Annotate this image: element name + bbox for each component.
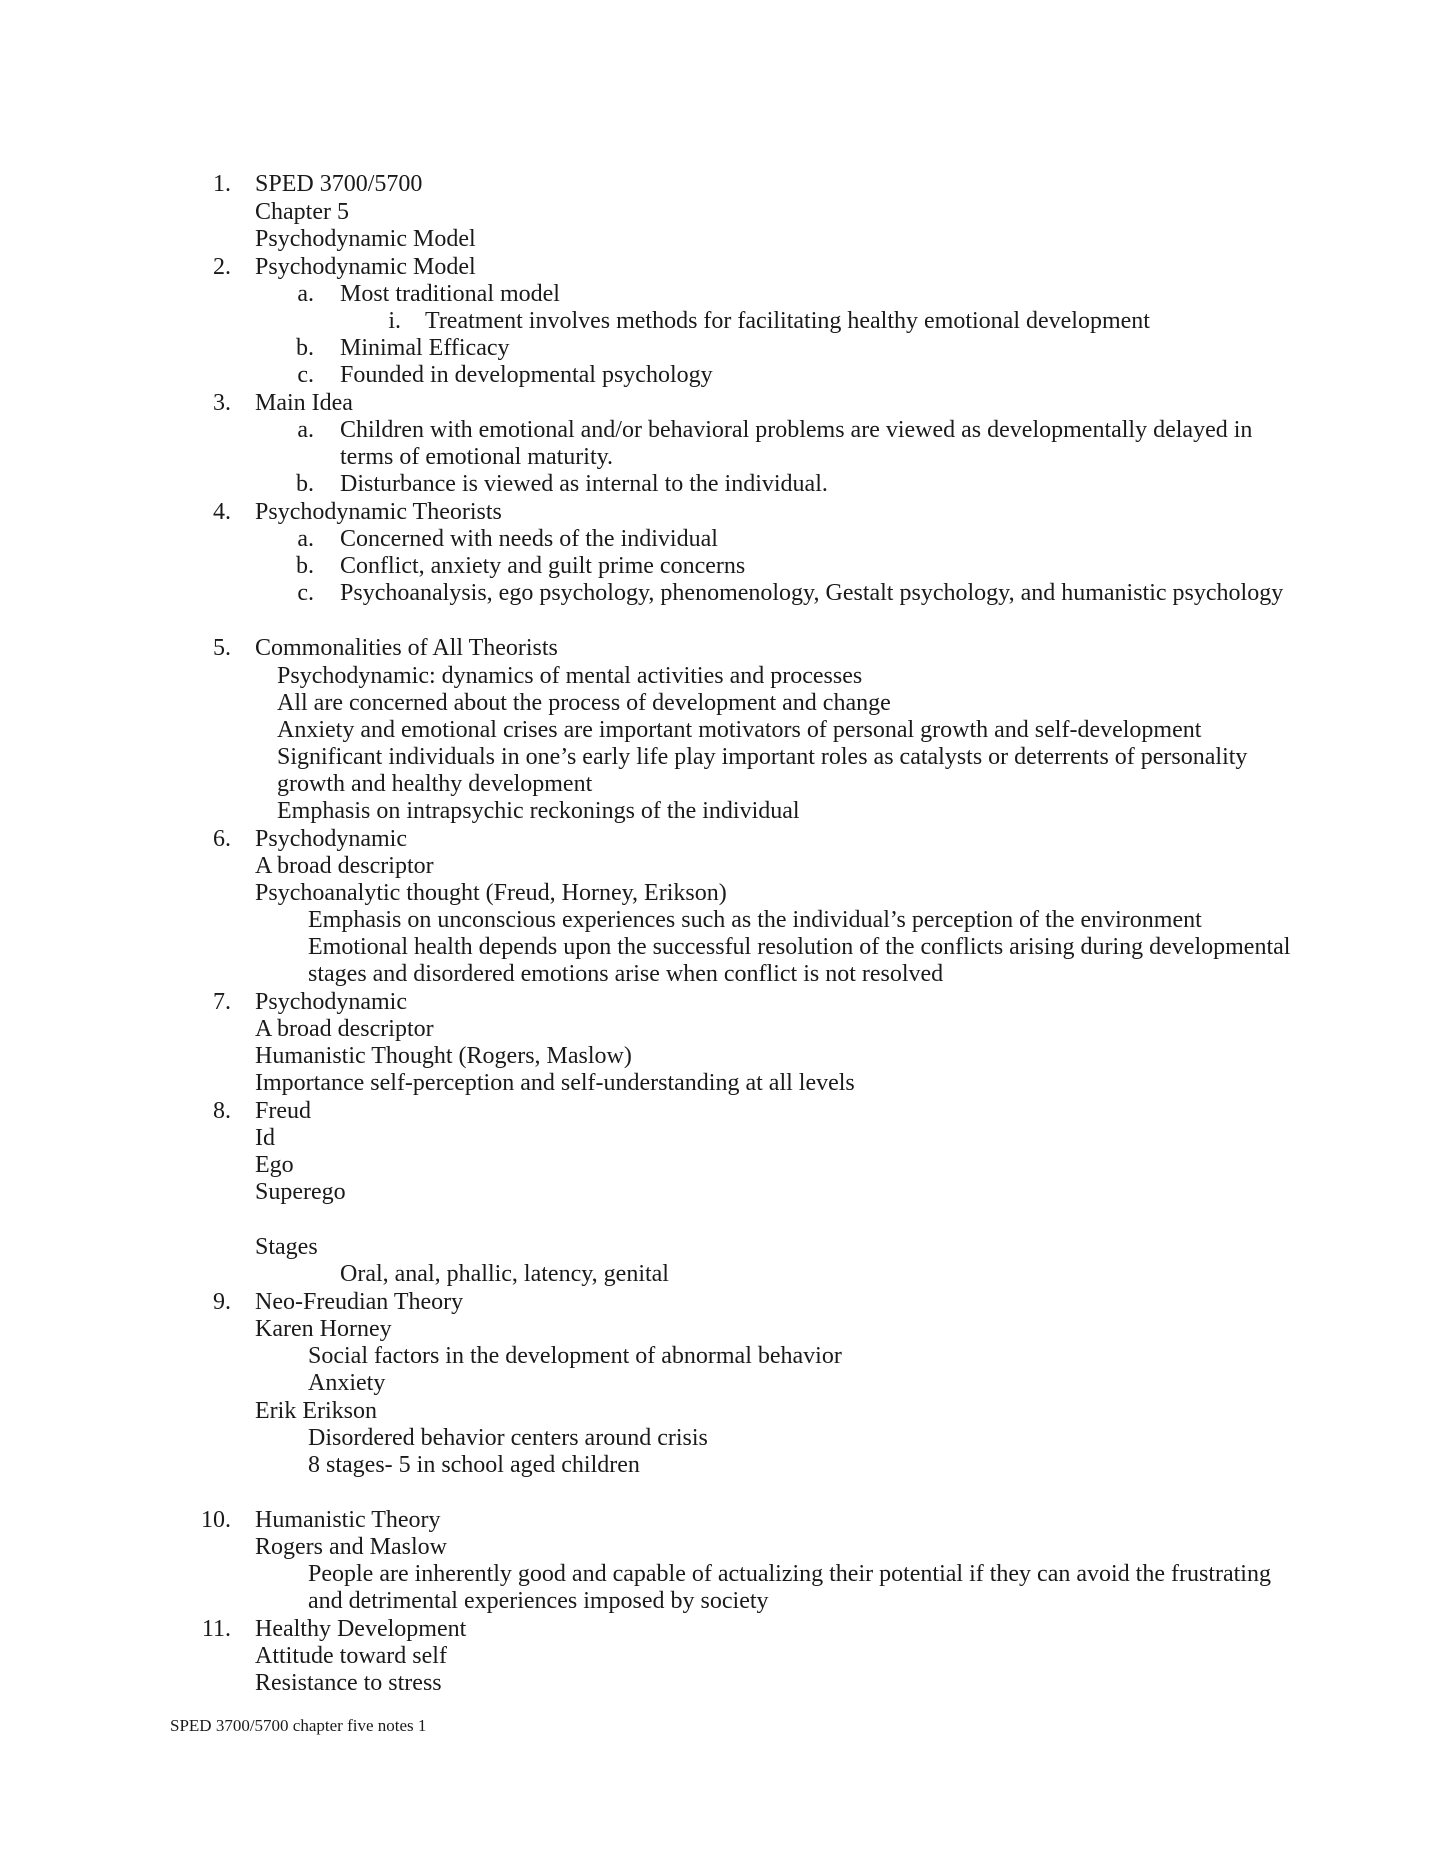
outline-line: Humanistic Thought (Rogers, Maslow)	[255, 1043, 632, 1069]
list-marker: 6.	[213, 826, 231, 852]
outline-line: Chapter 5	[255, 199, 349, 225]
outline-line: SPED 3700/5700	[255, 171, 423, 197]
list-marker: 9.	[213, 1289, 231, 1315]
list-marker: b.	[296, 553, 314, 579]
outline-line: Neo-Freudian Theory	[255, 1289, 464, 1315]
outline-line: People are inherently good and capable of actualizing their potential if they can avoid the frustrating	[308, 1561, 1271, 1587]
outline-line: Founded in developmental psychology	[340, 362, 713, 388]
list-marker: a.	[297, 281, 314, 307]
outline-line: A broad descriptor	[255, 1016, 434, 1042]
list-marker: 8.	[213, 1098, 231, 1124]
outline-line: Main Idea	[255, 390, 353, 416]
list-marker: b.	[296, 335, 314, 361]
list-marker: 2.	[213, 254, 231, 280]
outline-line: Psychodynamic: dynamics of mental activities and processes	[277, 663, 863, 689]
outline-line: Social factors in the development of abnormal behavior	[308, 1343, 842, 1369]
outline-line: Karen Horney	[255, 1316, 392, 1342]
outline-line: Id	[255, 1125, 275, 1151]
outline-line: Resistance to stress	[255, 1670, 442, 1696]
outline-line: Emphasis on intrapsychic reckonings of the individual	[277, 798, 800, 824]
outline-line: Significant individuals in one’s early life play important roles as catalysts or deterrents of personality	[277, 744, 1248, 770]
list-marker: 1.	[213, 171, 231, 197]
outline-line: All are concerned about the process of development and change	[277, 690, 891, 716]
outline-line: Freud	[255, 1098, 311, 1124]
outline-line: Psychodynamic Model	[255, 254, 476, 280]
outline-line: Psychodynamic	[255, 989, 407, 1015]
list-marker: a.	[297, 417, 314, 443]
outline-line: Importance self-perception and self-understanding at all levels	[255, 1070, 855, 1096]
outline-line: Most traditional model	[340, 281, 560, 307]
list-marker: c.	[297, 580, 314, 606]
outline-line: Minimal Efficacy	[340, 335, 510, 361]
list-marker: 11.	[201, 1616, 231, 1642]
list-marker: 4.	[213, 499, 231, 525]
outline-line: Healthy Development	[255, 1616, 467, 1642]
list-marker: 5.	[213, 635, 231, 661]
outline-line: Disordered behavior centers around crisis	[308, 1425, 708, 1451]
outline-line: Concerned with needs of the individual	[340, 526, 718, 552]
outline-line: Rogers and Maslow	[255, 1534, 447, 1560]
outline-line: Psychodynamic Theorists	[255, 499, 502, 525]
list-marker: 3.	[213, 390, 231, 416]
outline-line: A broad descriptor	[255, 853, 434, 879]
outline-line: Emphasis on unconscious experiences such as the individual’s perception of the environment	[308, 907, 1202, 933]
outline-line: Psychodynamic Model	[255, 226, 476, 252]
outline-line: Attitude toward self	[255, 1643, 447, 1669]
list-marker: b.	[296, 471, 314, 497]
outline-line: Superego	[255, 1179, 346, 1205]
outline-line: Stages	[255, 1234, 318, 1260]
outline-line: Oral, anal, phallic, latency, genital	[340, 1261, 669, 1287]
list-marker: a.	[297, 526, 314, 552]
outline-line: Anxiety and emotional crises are important motivators of personal growth and self-development	[277, 717, 1202, 743]
outline-line: and detrimental experiences imposed by society	[308, 1588, 769, 1614]
list-marker: 10.	[201, 1507, 231, 1533]
list-marker: i.	[388, 308, 401, 334]
page-footer: SPED 3700/5700 chapter five notes 1	[170, 1716, 427, 1735]
outline-line: stages and disordered emotions arise when conflict is not resolved	[308, 961, 944, 987]
outline-line: Commonalities of All Theorists	[255, 635, 558, 661]
outline-line: Erik Erikson	[255, 1398, 377, 1424]
outline-line: Conflict, anxiety and guilt prime concerns	[340, 553, 746, 579]
list-marker: c.	[297, 362, 314, 388]
outline-line: Humanistic Theory	[255, 1507, 441, 1533]
outline-line: growth and healthy development	[277, 771, 593, 797]
outline-line: Psychoanalysis, ego psychology, phenomenology, Gestalt psychology, and humanistic psychology	[340, 580, 1284, 606]
outline-line: Disturbance is viewed as internal to the individual.	[340, 471, 828, 497]
outline-line: Psychoanalytic thought (Freud, Horney, Erikson)	[255, 880, 727, 906]
outline-line: Anxiety	[308, 1370, 386, 1396]
outline-line: Treatment involves methods for facilitating healthy emotional development	[425, 308, 1150, 334]
outline-line: terms of emotional maturity.	[340, 444, 614, 470]
outline-line: Children with emotional and/or behavioral problems are viewed as developmentally delayed in	[340, 417, 1253, 443]
outline-line: Ego	[255, 1152, 294, 1178]
outline-line: 8 stages- 5 in school aged children	[308, 1452, 640, 1478]
outline-line: Emotional health depends upon the successful resolution of the conflicts arising during developmental	[308, 934, 1291, 960]
outline-line: Psychodynamic	[255, 826, 407, 852]
list-marker: 7.	[213, 989, 231, 1015]
